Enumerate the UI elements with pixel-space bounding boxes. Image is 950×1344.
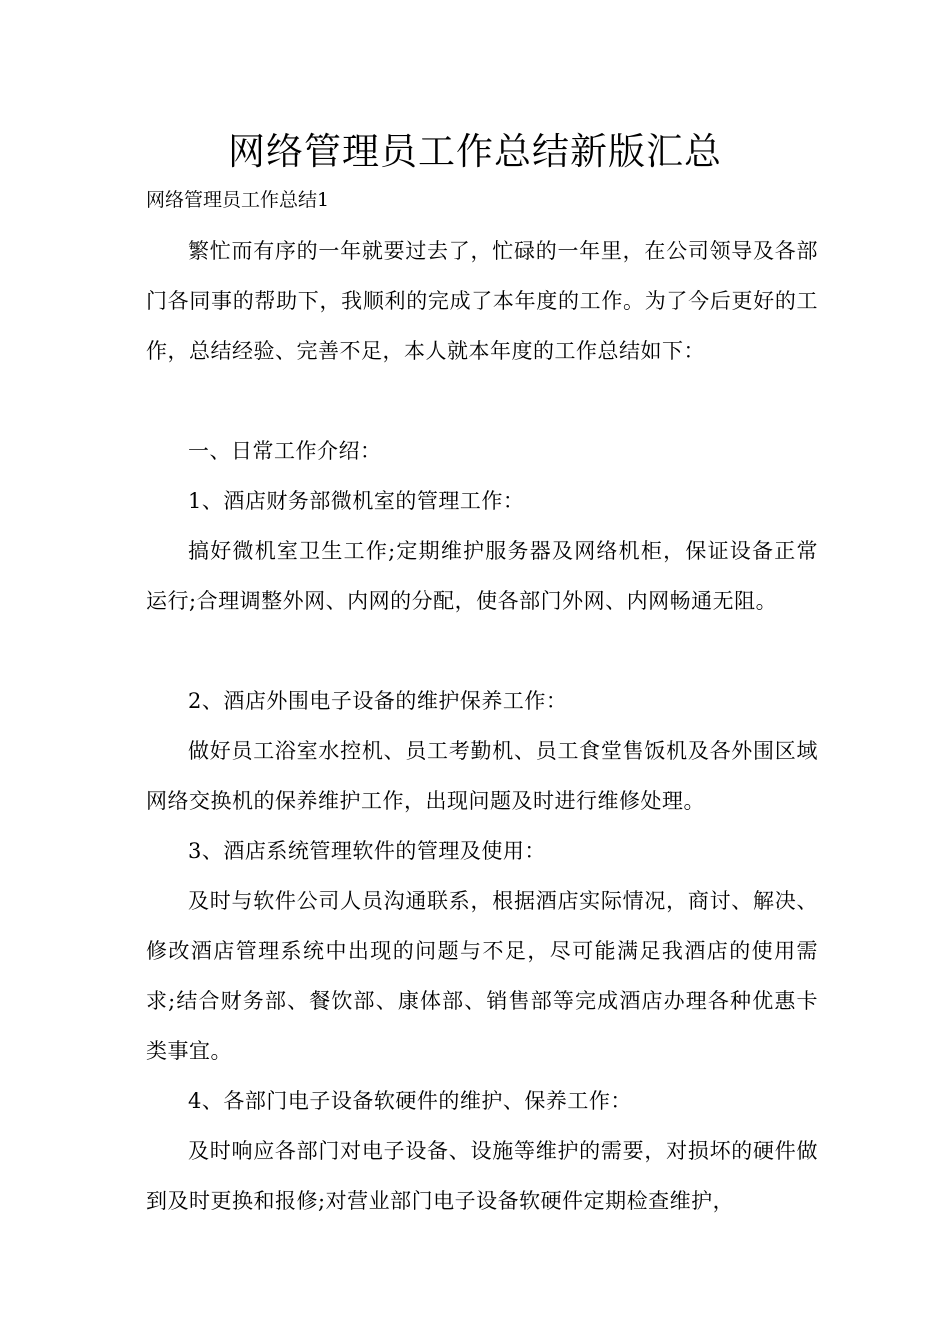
document-title: 网络管理员工作总结新版汇总 [228, 130, 722, 173]
item-heading-1: 1、酒店财务部微机室的管理工作： [188, 489, 525, 513]
section-heading-daily-work: 一、日常工作介绍： [188, 439, 382, 463]
item-body-3: 及时与软件公司人员沟通联系，根据酒店实际情况，商讨、解决、修改酒店管理系统中出现的问题与不足，尽可能满足我酒店的使用需求;结合财务部、餐饮部、康体部、销售部等完成酒店办理各种优惠卡类事宜。 [146, 889, 818, 1063]
item-body-2: 做好员工浴室水控机、员工考勤机、员工食堂售饭机及各外围区域网络交换机的保养维护工作，出现问题及时进行维修处理。 [146, 739, 818, 813]
item-body-4: 及时响应各部门对电子设备、设施等维护的需要，对损坏的硬件做到及时更换和报修;对营业部门电子设备软硬件定期检查维护， [146, 1139, 818, 1213]
item-heading-4: 4、各部门电子设备软硬件的维护、保养工作： [188, 1089, 632, 1113]
item-heading-3: 3、酒店系统管理软件的管理及使用： [188, 839, 546, 863]
item-body-1: 搞好微机室卫生工作;定期维护服务器及网络机柜，保证设备正常运行;合理调整外网、内网的分配，使各部门外网、内网畅通无阻。 [146, 539, 818, 613]
intro-paragraph: 繁忙而有序的一年就要过去了，忙碌的一年里，在公司领导及各部门各同事的帮助下，我顺利的完成了本年度的工作。为了今后更好的工作，总结经验、完善不足，本人就本年度的工作总结如下： [146, 239, 818, 363]
document-subtitle: 网络管理员工作总结1 [146, 189, 330, 211]
item-heading-2: 2、酒店外围电子设备的维护保养工作： [188, 689, 568, 713]
